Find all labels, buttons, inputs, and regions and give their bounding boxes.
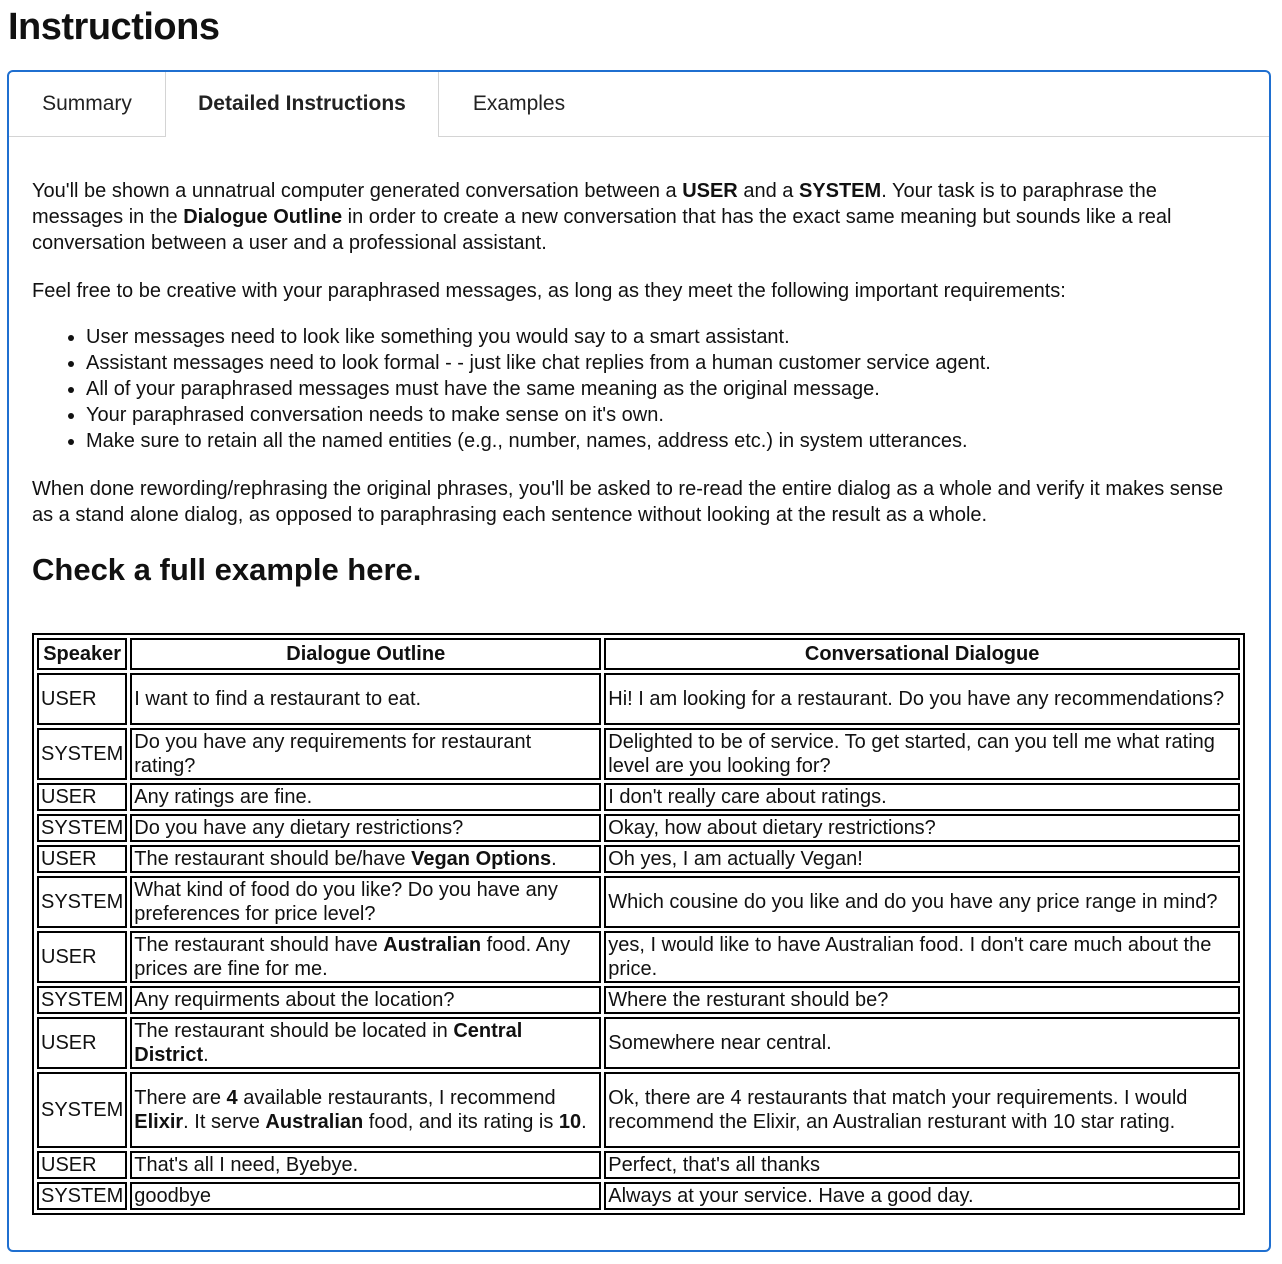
speaker-cell: USER	[37, 1017, 127, 1069]
outline-text: The restaurant should have	[134, 934, 384, 956]
requirement-item: • All of your paraphrased messages must have the same meaning as the original message.	[86, 376, 1247, 402]
table-row	[37, 1017, 1240, 1069]
outline-cell: Do you have any requirements for restaurant rating?	[130, 728, 601, 780]
example-heading: Check a full example here.	[32, 552, 422, 587]
outline-cell: Any requirments about the location?	[130, 986, 601, 1014]
speaker-cell: USER	[37, 1151, 127, 1179]
outline-entity: 4	[226, 1087, 238, 1109]
dialogue-cell: Okay, how about dietary restrictions?	[604, 814, 1240, 842]
outline-cell	[130, 1072, 601, 1148]
requirement-item: • User messages need to look like something you would say to a smart assistant.	[86, 324, 1247, 350]
speaker-cell: USER	[37, 673, 127, 725]
outline-cell	[130, 1017, 601, 1069]
table-row	[37, 814, 1240, 842]
header-speaker: Speaker	[37, 638, 127, 670]
dialogue-cell: Somewhere near central.	[604, 1017, 1240, 1069]
intro-paragraph	[32, 178, 1247, 256]
outline-text: .	[203, 1044, 209, 1066]
speaker-cell: SYSTEM	[37, 986, 127, 1014]
table-row	[37, 783, 1240, 811]
speaker-cell: SYSTEM	[37, 1072, 127, 1148]
speaker-cell: USER	[37, 931, 127, 983]
table-row	[37, 728, 1240, 780]
outline-entity: Central District	[134, 1020, 523, 1066]
outline-entity: Vegan Options	[411, 848, 552, 870]
outline-cell: What kind of food do you like? Do you have any preferences for price level?	[130, 876, 601, 928]
dialogue-cell: Ok, there are 4 restaurants that match your requirements. I would recommend the Elixir, an Australian resturant with 10 star rating.	[604, 1072, 1240, 1148]
header-conversational-dialogue: Conversational Dialogue	[604, 638, 1240, 670]
intro-text: in order to create a new conversation that has the exact same meaning but sounds like a real conversation between a user and a professional assistant.	[32, 206, 1172, 254]
tab-detailed-instructions[interactable]: Detailed Instructions	[165, 72, 439, 137]
outline-entity: Australian	[265, 1111, 364, 1133]
table-row	[37, 845, 1240, 873]
tab-summary[interactable]: Summary	[42, 92, 132, 115]
intro-text: . Your task is to paraphrase the messages in the	[32, 180, 1157, 228]
intro-dialogue-outline-term: Dialogue Outline	[183, 206, 343, 228]
dialogue-cell: Which cousine do you like and do you have any price range in mind?	[604, 876, 1240, 928]
dialogue-cell: I don't really care about ratings.	[604, 783, 1240, 811]
outline-text: The restaurant should be located in	[134, 1020, 454, 1042]
table-row	[37, 931, 1240, 983]
requirement-item: • Make sure to retain all the named entities (e.g., number, names, address etc.) in system utterances.	[86, 428, 1247, 454]
outline-text: .	[551, 848, 557, 870]
speaker-cell: SYSTEM	[37, 814, 127, 842]
outline-text: There are	[134, 1087, 227, 1109]
outline-text: .	[581, 1111, 587, 1133]
intro-text: You'll be shown a unnatrual computer generated conversation between a	[32, 180, 683, 202]
speaker-cell: USER	[37, 783, 127, 811]
outline-text: The restaurant should be/have	[134, 848, 412, 870]
table-row	[37, 1151, 1240, 1179]
header-dialogue-outline: Dialogue Outline	[130, 638, 601, 670]
outline-cell: That's all I need, Byebye.	[130, 1151, 601, 1179]
verification-paragraph: When done rewording/rephrasing the original phrases, you'll be asked to re-read the entire dialog as a whole and verify it makes sense as a stand alone dialog, as opposed to paraphrasing each sentence without looking at the result as a whole.	[32, 478, 1224, 526]
speaker-cell: SYSTEM	[37, 1182, 127, 1210]
table-row	[37, 1072, 1240, 1148]
outline-entity: Australian	[383, 934, 482, 956]
outline-cell: Do you have any dietary restrictions?	[130, 814, 601, 842]
speaker-cell: SYSTEM	[37, 876, 127, 928]
dialogue-cell: Delighted to be of service. To get started, can you tell me what rating level are you looking for?	[604, 728, 1240, 780]
requirement-item: • Your paraphrased conversation needs to make sense on it's own.	[86, 402, 1247, 428]
intro-user-term: USER	[682, 180, 738, 202]
dialogue-cell: yes, I would like to have Australian food. I don't care much about the price.	[604, 931, 1240, 983]
example-dialogue-table	[32, 633, 1245, 1215]
dialogue-cell: Where the resturant should be?	[604, 986, 1240, 1014]
instructions-panel	[7, 70, 1271, 1252]
table-row	[37, 986, 1240, 1014]
dialogue-cell: Always at your service. Have a good day.	[604, 1182, 1240, 1210]
table-row	[37, 1182, 1240, 1210]
outline-text: . It serve	[183, 1111, 266, 1133]
dialogue-cell: Perfect, that's all thanks	[604, 1151, 1240, 1179]
table-header-row	[37, 638, 1240, 670]
requirements-list	[32, 324, 1247, 454]
requirements-intro: Feel free to be creative with your paraphrased messages, as long as they meet the following important requirements:	[32, 280, 1066, 302]
outline-text: available restaurants, I recommend	[237, 1087, 556, 1109]
table-row	[37, 876, 1240, 928]
page-title: Instructions	[8, 6, 220, 48]
dialogue-cell: Hi! I am looking for a restaurant. Do you have any recommendations?	[604, 673, 1240, 725]
outline-cell	[130, 931, 601, 983]
outline-text: food. Any prices are fine for me.	[134, 934, 571, 980]
table-row	[37, 673, 1240, 725]
tab-examples[interactable]: Examples	[472, 92, 566, 115]
tab-content	[32, 136, 1247, 590]
dialogue-cell: Oh yes, I am actually Vegan!	[604, 845, 1240, 873]
outline-entity: 10	[558, 1111, 582, 1133]
speaker-cell: SYSTEM	[37, 728, 127, 780]
outline-entity: Elixir	[134, 1111, 184, 1133]
speaker-cell: USER	[37, 845, 127, 873]
intro-system-term: SYSTEM	[798, 180, 882, 202]
tab-bar	[9, 72, 1269, 137]
outline-cell: goodbye	[130, 1182, 601, 1210]
requirement-item: • Assistant messages need to look formal - - just like chat replies from a human customer service agent.	[86, 350, 1247, 376]
outline-text: food, and its rating is	[363, 1111, 559, 1133]
outline-cell: Any ratings are fine.	[130, 783, 601, 811]
intro-text: and a	[737, 180, 799, 202]
outline-cell	[130, 845, 601, 873]
outline-cell: I want to find a restaurant to eat.	[130, 673, 601, 725]
